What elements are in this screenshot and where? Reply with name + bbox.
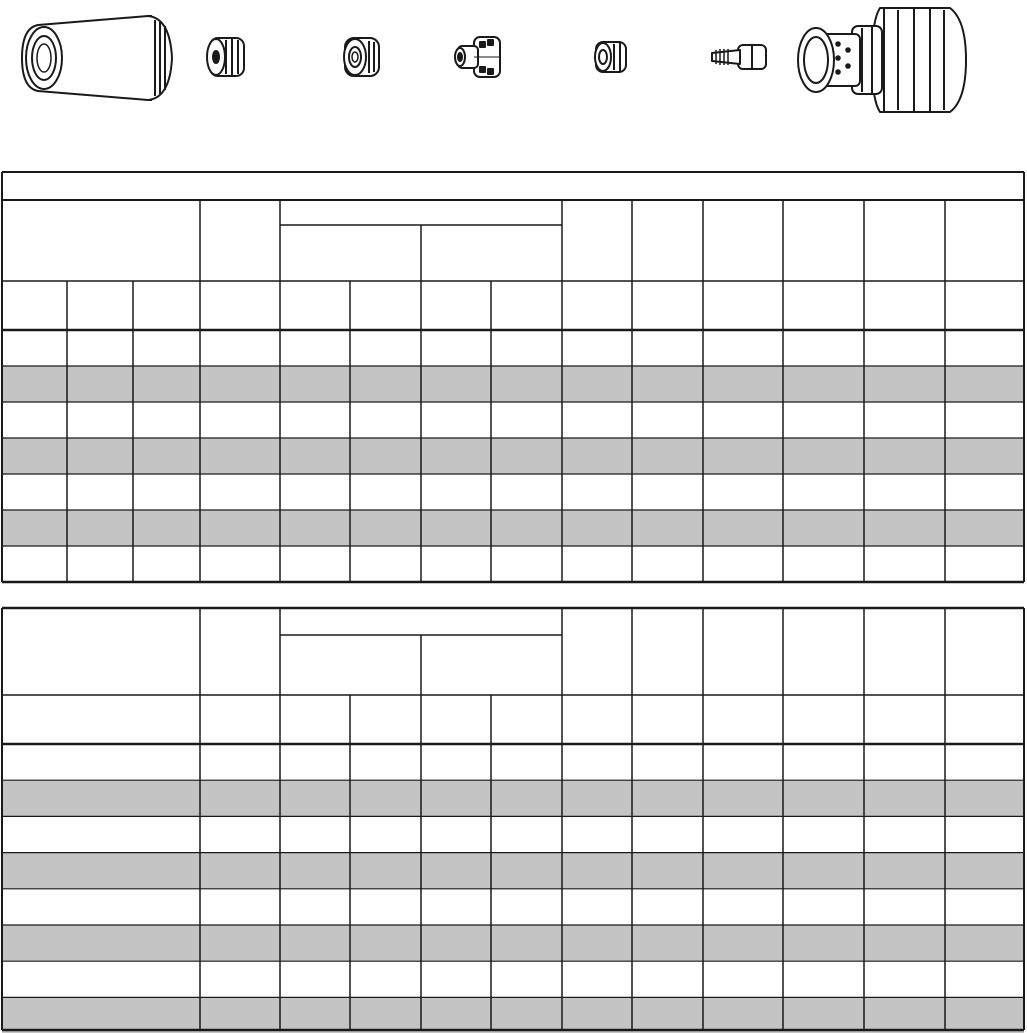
table2-row — [2, 961, 1024, 997]
table2-row-shaded — [2, 925, 1024, 961]
table1-row — [2, 546, 1024, 582]
table1-row-shaded — [2, 366, 1024, 402]
table2-row-shaded — [2, 997, 1024, 1033]
table2-row — [2, 816, 1024, 852]
table2-row-shaded — [2, 853, 1024, 889]
table1-row — [2, 330, 1024, 366]
table2-row-shaded — [2, 780, 1024, 816]
table2-row — [2, 744, 1024, 780]
table2-row — [2, 889, 1024, 925]
table1-row-shaded — [2, 438, 1024, 474]
table1-row-shaded — [2, 510, 1024, 546]
table1-row — [2, 474, 1024, 510]
table1-row — [2, 402, 1024, 438]
